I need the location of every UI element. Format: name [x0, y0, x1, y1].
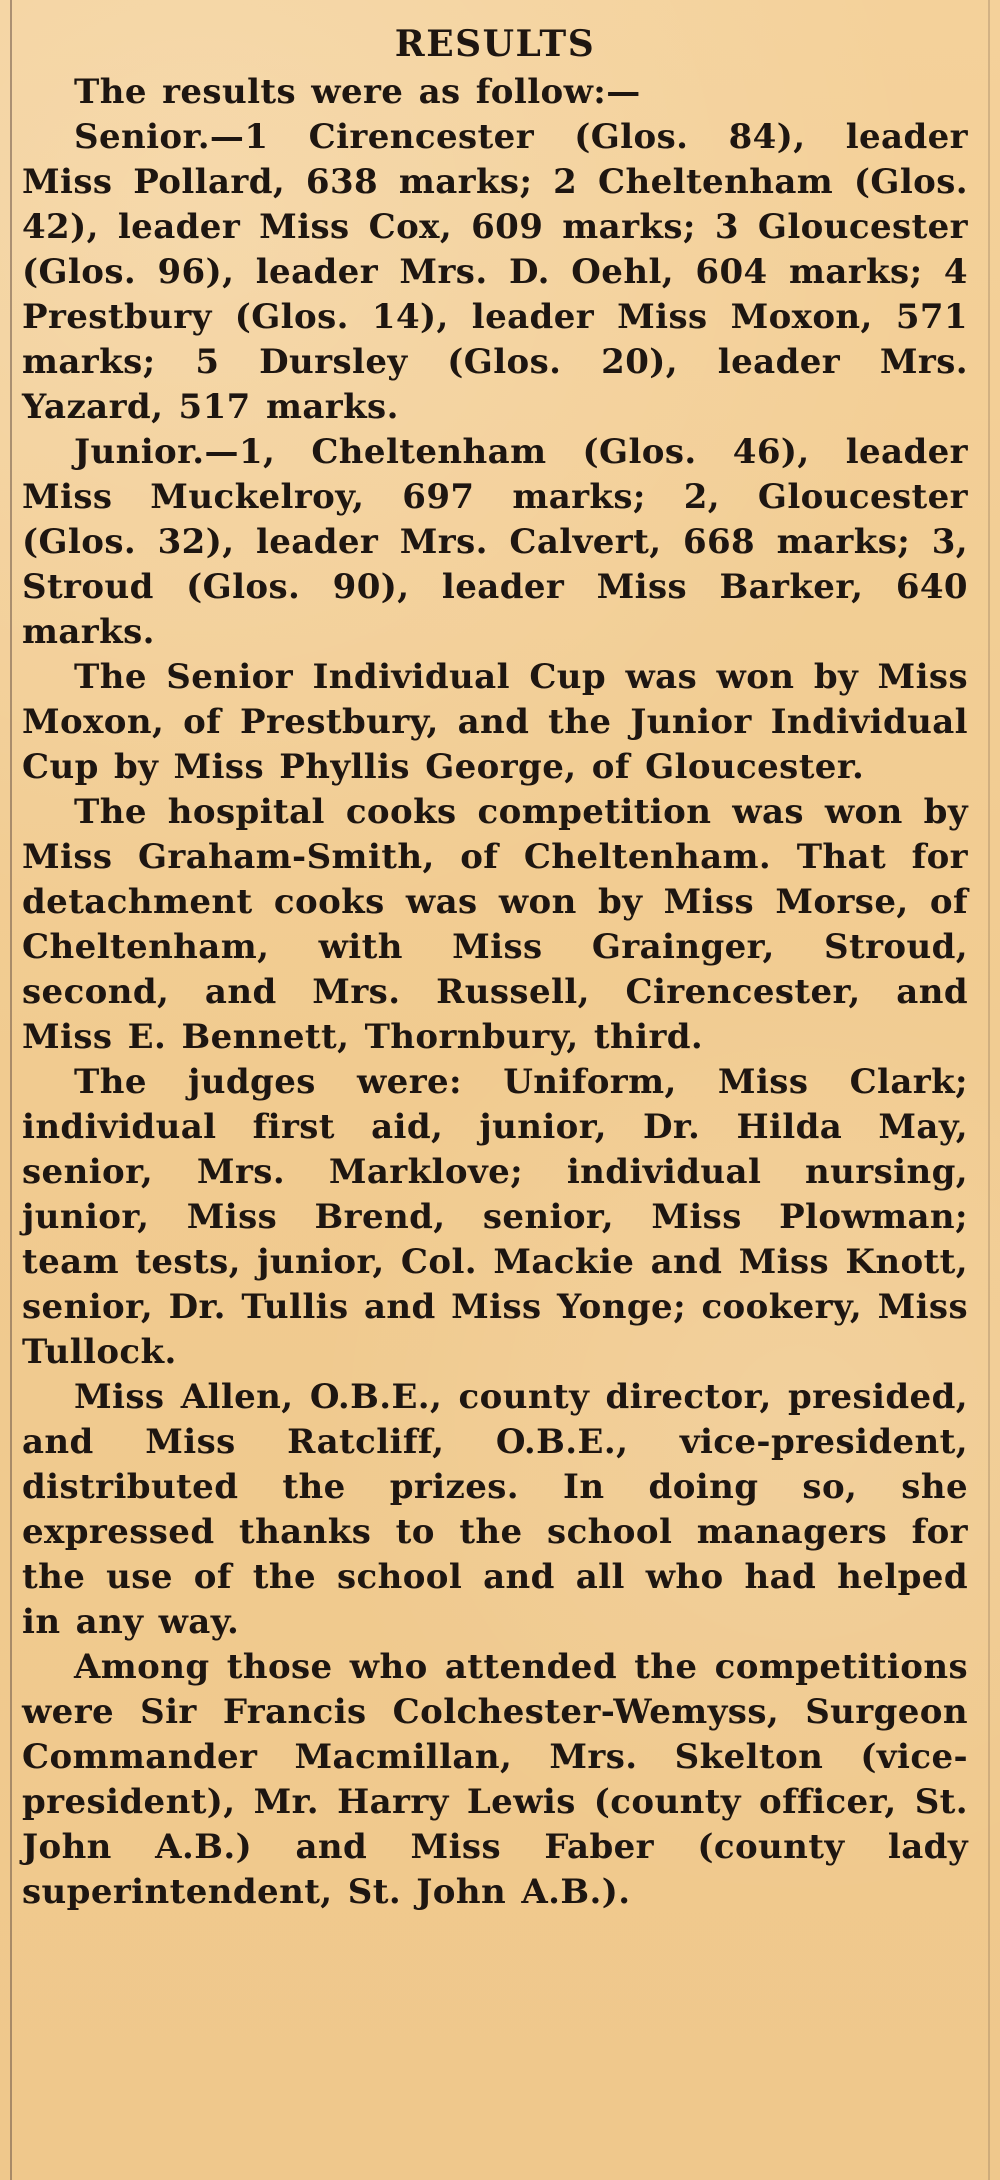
article-headline: RESULTS — [394, 23, 596, 65]
individual-cups-paragraph: The Senior Individual Cup was won by Miss Moxon, of Prestbury, and the Junior Individual Cup by Miss Phyllis George, of Gloucester. — [22, 657, 968, 787]
senior-results-paragraph: Senior.—1 Cirencester (Glos. 84), leader Miss Pollard, 638 marks; 2 Cheltenham (Glos. 42), leader Miss Cox, 609 marks; 3 Gloucester (Glos. 96), leader Mrs. D. Oehl, 604 marks; 4 Prestbury (Glos. 14), leader Miss Moxon, 571 marks; 5 Dursley (Glos. 20), leader Mrs. Yazard, 517 marks. — [22, 117, 968, 427]
cooks-competition-paragraph: The hospital cooks competition was won by Miss Graham-Smith, of Cheltenham. That for detachment cooks was won by Miss Morse, of Cheltenham, with Miss Grainger, Stroud, second, and Mrs. Russell, Cirencester, and Miss E. Bennett, Thornbury, third. — [22, 792, 968, 1057]
column-divider-right — [988, 0, 990, 2180]
column-divider-left — [10, 0, 12, 2180]
junior-results-paragraph: Junior.—1, Cheltenham (Glos. 46), leader Miss Muckelroy, 697 marks; 2, Gloucester (Glos. 32), leader Mrs. Calvert, 668 marks; 3, Stroud (Glos. 90), leader Miss Barker, 640 marks. — [22, 432, 968, 652]
intro-paragraph: The results were as follow:— — [74, 72, 641, 112]
prize-distribution-paragraph: Miss Allen, O.B.E., county director, presided, and Miss Ratcliff, O.B.E., vice-president, distributed the prizes. In doing so, she expressed thanks to the school managers for the use of the school and all who had helped in any way. — [22, 1377, 968, 1642]
judges-paragraph: The judges were: Uniform, Miss Clark; individual first aid, junior, Dr. Hilda May, senior, Mrs. Marklove; individual nursing, junior, Miss Brend, senior, Miss Plowman; team tests, junior, Col. Mackie and Miss Knott, senior, Dr. Tullis and Miss Yonge; cookery, Miss Tullock. — [22, 1062, 968, 1372]
attendees-paragraph: Among those who attended the competitions were Sir Francis Colchester-Wemyss, Surgeon Commander Macmillan, Mrs. Skelton (vice-president), Mr. Harry Lewis (county officer, St. John A.B.) and Miss Faber (county lady superintendent, St. John A.B.). — [22, 1647, 968, 1912]
article-text — [22, 24, 968, 1915]
